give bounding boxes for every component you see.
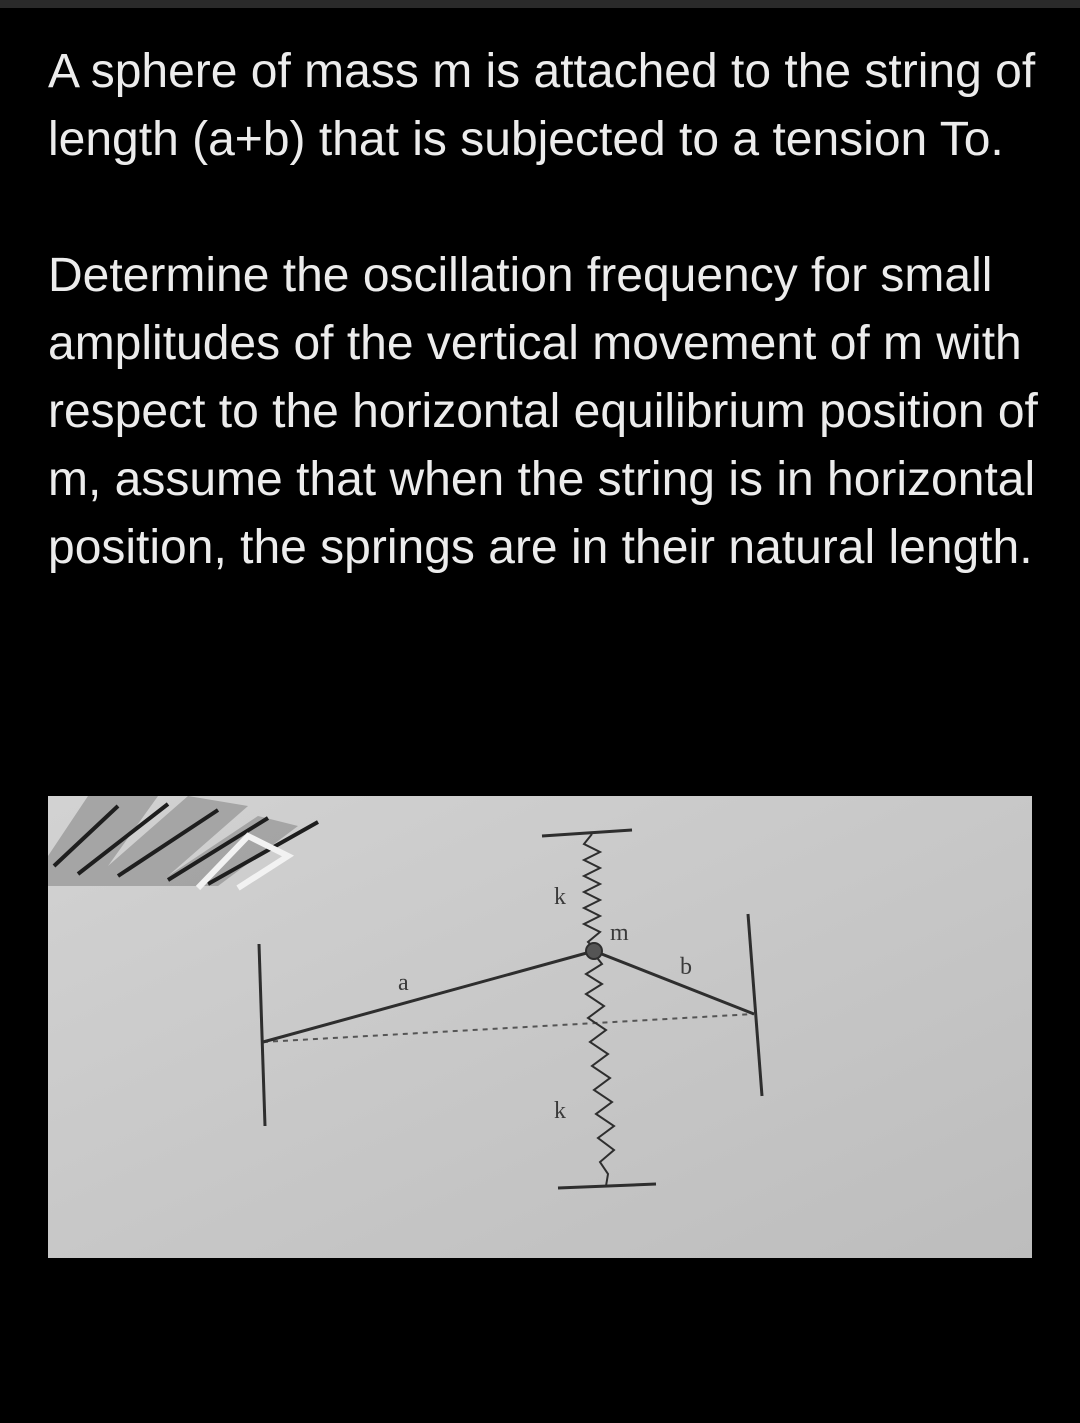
label-k-bottom: k xyxy=(554,1098,566,1124)
question-paragraph-2: Determine the oscillation frequency for small amplitudes of the vertical movement of m with respect to the horizontal equilibrium position of m, assume that when the string is in horizontal position, the springs are in their natural length. xyxy=(48,249,1038,574)
label-k-top: k xyxy=(554,884,566,910)
label-a: a xyxy=(398,970,409,996)
mass-sphere xyxy=(586,943,602,959)
question-paragraph-1: A sphere of mass m is attached to the string of length (a+b) that is subjected to a tension To. xyxy=(48,45,1036,166)
physics-figure xyxy=(48,796,1032,1258)
figure-drawing xyxy=(48,796,1032,1258)
label-m: m xyxy=(610,920,629,946)
question-text xyxy=(48,38,1038,582)
top-bar xyxy=(0,0,1080,8)
label-b: b xyxy=(680,954,692,980)
